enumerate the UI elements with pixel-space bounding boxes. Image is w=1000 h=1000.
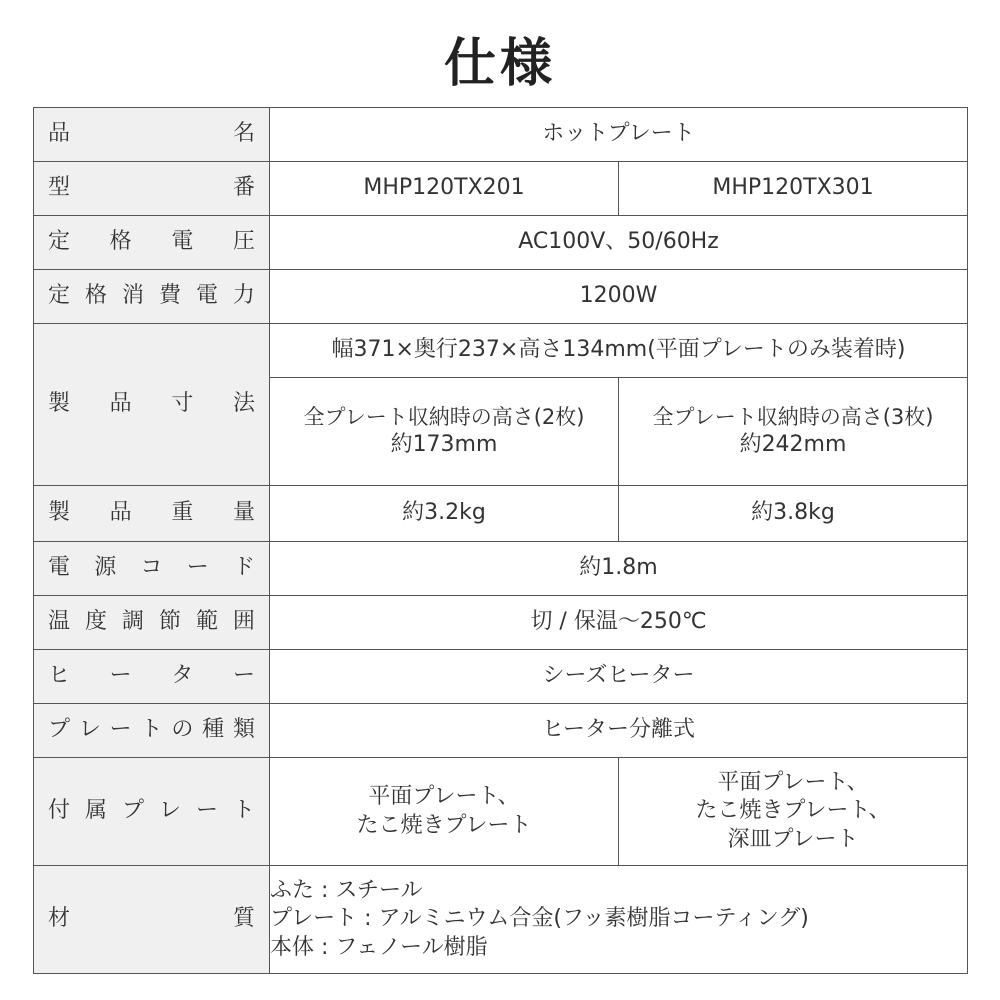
label-char: 品: [48, 121, 71, 147]
plate-type-value: ヒーター分離式: [270, 704, 968, 758]
power-value: 1200W: [270, 270, 968, 324]
label-char: 型: [48, 175, 71, 201]
label-text: [48, 174, 255, 203]
label-char: 格: [84, 283, 107, 309]
label-char: 定: [48, 229, 71, 255]
label-char: の: [171, 717, 194, 743]
voltage-value: AC100V、50/60Hz: [270, 216, 968, 270]
material-line: 本体 : フェノール樹脂: [270, 934, 488, 960]
weight-value-2: 約3.8kg: [619, 486, 968, 542]
material-value: [270, 866, 968, 974]
plates-value-1: [270, 758, 619, 866]
label-char: 法: [232, 391, 255, 417]
label-char: ト: [140, 717, 163, 743]
label-text: [48, 608, 255, 637]
row-label: [34, 324, 270, 486]
label-char: ー: [109, 663, 132, 689]
row-label: [34, 650, 270, 704]
weight-value-1: 約3.2kg: [270, 486, 619, 542]
label-char: 節: [158, 609, 181, 635]
row-weight: [34, 486, 968, 542]
model-value-2: MHP120TX301: [619, 162, 968, 216]
label-char: 類: [232, 717, 255, 743]
plates-1-line: 平面プレート、: [368, 783, 520, 809]
label-text: [48, 554, 255, 583]
dimensions-main-value: 幅371×奥行237×高さ134mm(平面プレートのみ装着時): [270, 324, 968, 378]
label-text: [48, 228, 255, 257]
row-label: [34, 704, 270, 758]
product-name-value: ホットプレート: [270, 108, 968, 162]
cord-value: 約1.8m: [270, 542, 968, 596]
row-label: [34, 486, 270, 542]
label-char: 電: [48, 555, 71, 581]
plates-2-line: 深皿プレート: [727, 826, 859, 852]
row-label: [34, 162, 270, 216]
label-char: ト: [232, 798, 255, 824]
row-cord: [34, 542, 968, 596]
plates-1-line: たこ焼きプレート: [356, 812, 532, 838]
label-text: [48, 797, 255, 826]
plates-2-line: 平面プレート、: [717, 769, 869, 795]
label-text: [48, 282, 255, 311]
label-text: [48, 716, 255, 745]
label-char: 範: [195, 609, 218, 635]
row-material: [34, 866, 968, 974]
label-char: コ: [140, 555, 163, 581]
label-char: 定: [48, 283, 71, 309]
label-char: 費: [158, 283, 181, 309]
dimensions-stored-2-label: 全プレート収納時の高さ(3枚): [652, 404, 934, 429]
label-char: 品: [109, 391, 132, 417]
row-temperature: [34, 596, 968, 650]
label-text: [48, 662, 255, 691]
dimensions-stored-1: [270, 378, 619, 486]
row-label: [34, 108, 270, 162]
label-char: レ: [158, 798, 181, 824]
label-char: 製: [48, 500, 71, 526]
label-char: 電: [171, 229, 194, 255]
label-char: 質: [232, 906, 255, 932]
label-char: 寸: [171, 391, 194, 417]
dimensions-stored-1-value: 約173mm: [390, 431, 498, 457]
label-char: タ: [171, 663, 194, 689]
spec-table: [33, 107, 968, 974]
dimensions-stored-2-value: 約242mm: [739, 431, 847, 457]
row-label: [34, 758, 270, 866]
label-char: ヒ: [48, 663, 71, 689]
label-char: 重: [171, 500, 194, 526]
label-char: 力: [232, 283, 255, 309]
label-text: [48, 390, 255, 419]
heater-value: シーズヒーター: [270, 650, 968, 704]
label-text: [48, 905, 255, 934]
label-char: 度: [84, 609, 107, 635]
label-char: 付: [48, 798, 71, 824]
temperature-value: 切 / 保温〜250℃: [270, 596, 968, 650]
label-char: 番: [232, 175, 255, 201]
material-line: ふた : スチール: [270, 877, 423, 903]
row-label: [34, 542, 270, 596]
label-char: 製: [48, 391, 71, 417]
label-char: ド: [232, 555, 255, 581]
material-line: プレート : アルミニウム合金(フッ素樹脂コーティング): [270, 906, 809, 932]
row-label: [34, 270, 270, 324]
label-char: 材: [48, 906, 71, 932]
row-label: [34, 866, 270, 974]
label-char: 消: [121, 283, 144, 309]
label-char: プ: [48, 717, 71, 743]
label-char: ー: [186, 555, 209, 581]
label-char: 量: [232, 500, 255, 526]
row-label: [34, 216, 270, 270]
label-char: 調: [121, 609, 144, 635]
label-char: レ: [78, 717, 101, 743]
model-value-1: MHP120TX201: [270, 162, 619, 216]
label-char: 源: [94, 555, 117, 581]
label-char: 格: [109, 229, 132, 255]
row-product-name: [34, 108, 968, 162]
label-char: ー: [195, 798, 218, 824]
dimensions-stored-2: [619, 378, 968, 486]
dimensions-stored-1-label: 全プレート収納時の高さ(2枚): [303, 404, 585, 429]
row-voltage: [34, 216, 968, 270]
label-char: 温: [48, 609, 71, 635]
plates-2-line: たこ焼きプレート、: [695, 798, 891, 824]
label-char: 品: [109, 500, 132, 526]
row-plate-type: [34, 704, 968, 758]
row-plates: [34, 758, 968, 866]
plates-value-2: [619, 758, 968, 866]
label-char: ー: [109, 717, 132, 743]
label-char: 名: [232, 121, 255, 147]
row-label: [34, 596, 270, 650]
row-dimensions-main: [34, 324, 968, 378]
label-char: 圧: [232, 229, 255, 255]
row-heater: [34, 650, 968, 704]
label-text: [48, 499, 255, 528]
row-power: [34, 270, 968, 324]
label-char: 囲: [232, 609, 255, 635]
row-model: [34, 162, 968, 216]
label-char: 種: [202, 717, 225, 743]
page-title: 仕様: [443, 34, 556, 94]
label-char: ー: [232, 663, 255, 689]
label-char: 属: [84, 798, 107, 824]
label-text: [48, 120, 255, 149]
label-char: 電: [195, 283, 218, 309]
label-char: プ: [121, 798, 144, 824]
